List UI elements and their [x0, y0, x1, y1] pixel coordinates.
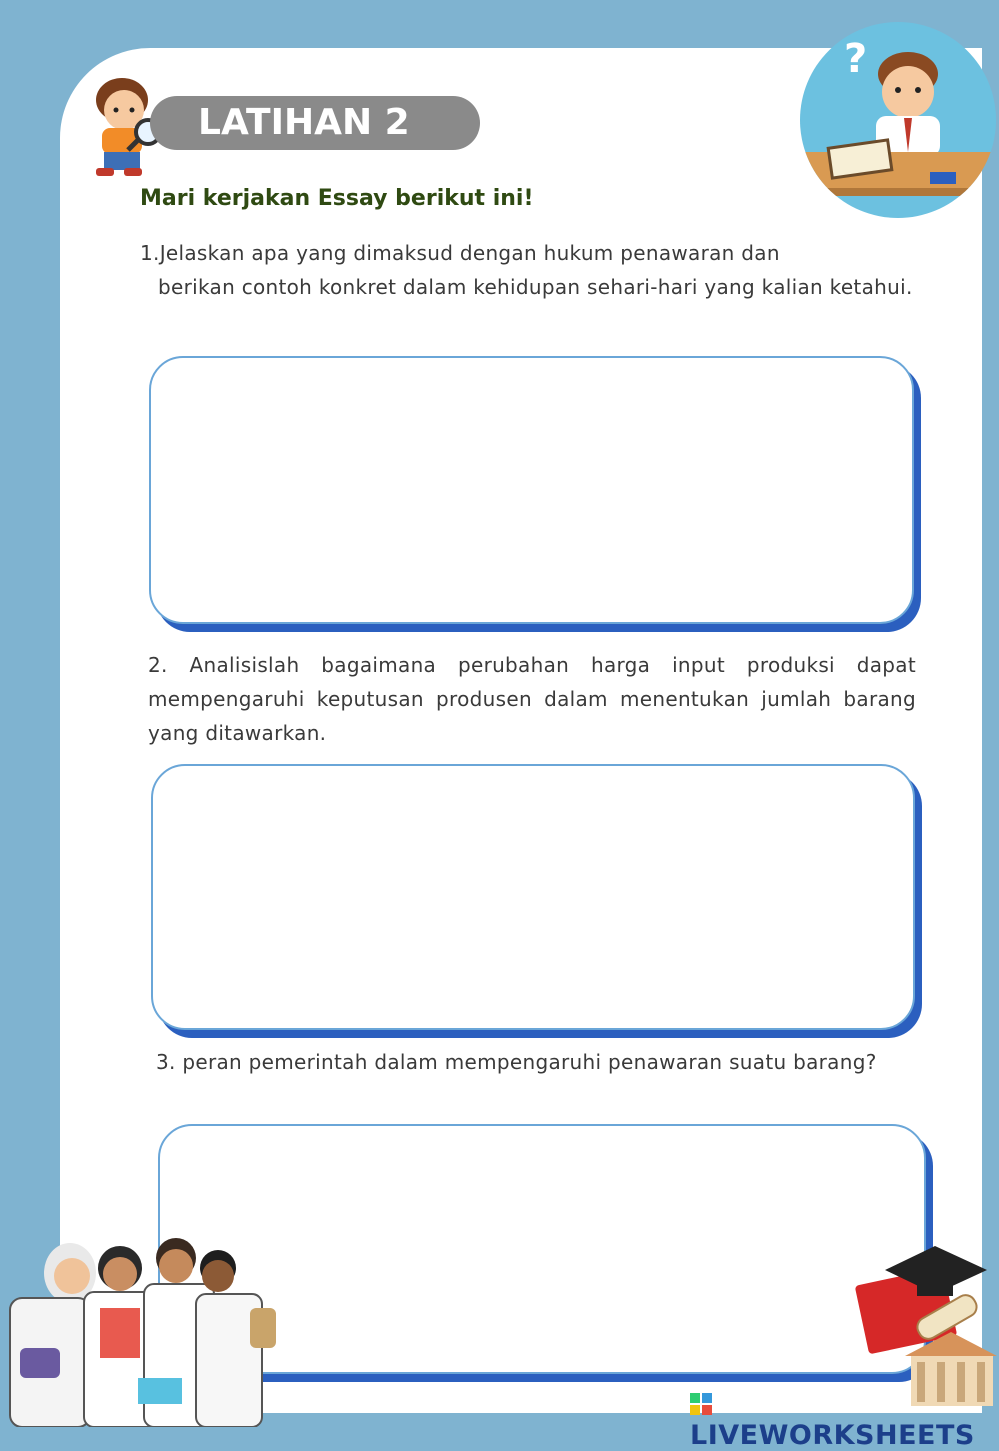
answer-box-2[interactable]: [151, 764, 915, 1030]
instructions-heading: Mari kerjakan Essay berikut ini!: [140, 186, 534, 211]
liveworksheets-logo: [690, 1389, 999, 1451]
liveworksheets-icon: [690, 1393, 712, 1415]
question-1-line1: Jelaskan apa yang dimaksud dengan hukum penawaran dan: [159, 241, 780, 265]
svg-text:?: ?: [844, 36, 868, 82]
answer-box-1[interactable]: [149, 356, 914, 624]
question-1-number: 1.: [140, 241, 160, 265]
question-1: [140, 236, 920, 304]
question-2: 2. Analisislah bagaimana perubahan harga input produksi dapat mempengaruhi keputusan produsen dalam menentukan jumlah barang yang ditawarkan.: [148, 653, 916, 745]
page-title: LATIHAN 2: [150, 96, 480, 150]
students-illustration: [0, 1228, 290, 1427]
question-1-rest: berikan contoh konkret dalam kehidupan sehari-hari yang kalian ketahui.: [158, 275, 913, 299]
thinking-boy-illustration: [800, 22, 996, 218]
brand-text: LIVEWORKSHEETS: [690, 1420, 975, 1451]
question-3: 3. peran pemerintah dalam mempengaruhi penawaran suatu barang?: [156, 1050, 877, 1074]
